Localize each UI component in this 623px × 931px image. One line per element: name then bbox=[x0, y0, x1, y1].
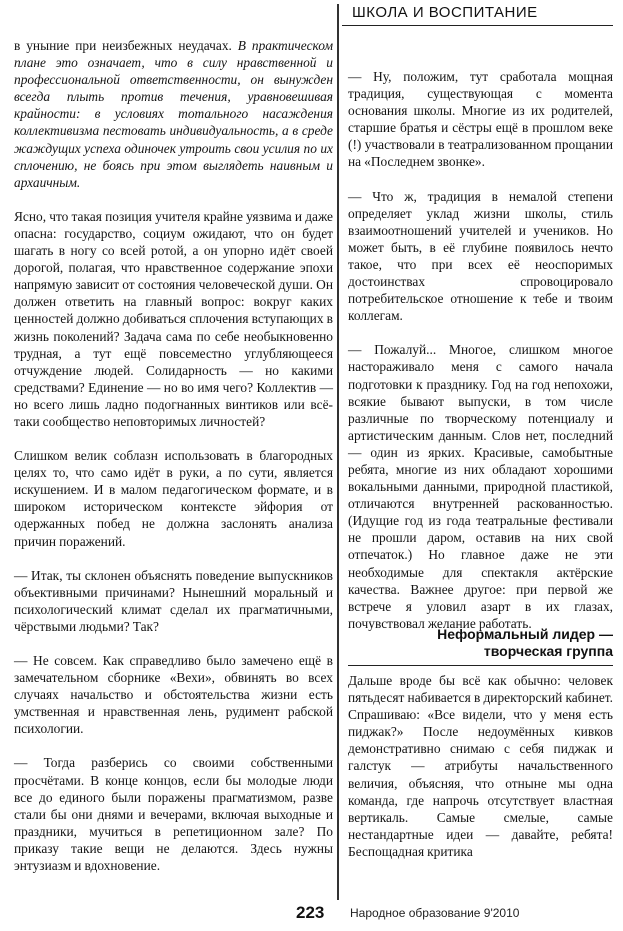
paragraph: — Тогда разберись со своими собственными просчётами. В конце концов, если бы молодые люди все до единого были поражены прагматизмом, разве стали бы они днями и вечерами, включая выходные и праздники, мучиться в репетиционном зале? По приказу такие вещи не делаются. Здесь нужны энтузиазм и вдохновение. bbox=[14, 755, 333, 874]
section-heading-line: творческая группа bbox=[483, 643, 613, 659]
section-rule bbox=[348, 665, 613, 666]
magazine-title: Народное образование 9'2010 bbox=[350, 906, 520, 920]
column-divider bbox=[337, 4, 339, 900]
section-title: ШКОЛА И ВОСПИТАНИЕ bbox=[352, 4, 538, 21]
page-number: 223 bbox=[296, 903, 325, 922]
section-heading bbox=[348, 626, 613, 660]
paragraph: Дальше вроде бы всё как обычно: человек пятьдесят набивается в директорский кабинет. Спрашиваю: «Все видели, что у меня есть пиджак?» После недоумённых кивков демонстративно снимаю с себя пиджак и галстук — атрибуты начальственного величия, объясняя, что отныне мы одна команда, где напрочь отсутствует властная вертикаль. Самые смелые, самые нестандартные идеи — давайте, ребята! Беспощадная критика bbox=[348, 673, 613, 859]
left-column bbox=[14, 37, 333, 874]
paragraph: Ясно, что такая позиция учителя крайне уязвима и даже опасна: государство, социум ожидают, что он будет шагать в ногу со всей ротой, а он упорно идёт своей дорогой, полагая, что нравственное содержание эпохи напрямую зависит от состояния человеческой души. Он должен ответить на главный вопрос: вокруг каких ценностей должно добиваться сплочения вступающих в жизнь поколений? Задача сама по себе необыкновенно трудная, а тут ещё повсеместно углубляющееся отчуждение людей. Солидарность — но какими средствами? Единение — но во имя чего? Коллектив — но всего лишь ладно подогнанных винтиков или всё-таки сообщество неповторимых личностей? bbox=[14, 208, 333, 429]
paragraph: — Итак, ты склонен объяснять поведение выпускников объективными причинами? Нынешний моральный и психологический климат сделал их прагматичными, чёрствыми людьми? Так? bbox=[14, 567, 333, 634]
paragraph: — Ну, положим, тут сработала мощная традиция, существующая с момента основания школы. Многие из их родителей, старшие братья и сёстры ещё в прошлом веке (!) участвовали в театрализованном прощании на «Последнем звонке». bbox=[348, 69, 613, 170]
paragraph: Слишком велик соблазн использовать в благородных целях то, что само идёт в руки, а по сути, является искушением. И в малом педагогическом формате, и в широком историческом контексте эйфория от одержанных побед не должна заслонять анализа причин поражений. bbox=[14, 448, 333, 549]
paragraph bbox=[14, 37, 333, 191]
paragraph: — Пожалуй... Многое, слишком многое настораживало меня с самого начала подготовки к празднику. Год на год непохожи, всякие бывают выпуски, в том числе различные по творческому потенциалу и артистическим данным. Слов нет, последний — один из ярких. Красивые, самобытные ребята, многие из них обладают хорошими вокальными данными, природной пластикой, отличаются внутренней раскованностью. (Идущие год из года театральные фестивали не прошли даром, оставив на них свой отпечаток.) Но главное даже не эти необходимые для спектакля актёрские качества. Важнее другое: при первой же встрече я уловил азарт в их глазах, почувствовал желание работать. bbox=[348, 342, 613, 631]
header-rule bbox=[342, 25, 613, 26]
paragraph: — Не совсем. Как справедливо было замечено ещё в замечательном сборнике «Вехи», обвинять во всех случаях начальство и обстоятельства жизни есть умственная и нравственная лень, рудимент рабской психологии. bbox=[14, 653, 333, 737]
section-heading-line: Неформальный лидер — bbox=[437, 626, 613, 642]
right-column-continued bbox=[348, 672, 613, 860]
right-column bbox=[348, 68, 613, 632]
paragraph-italic-text: В практическом плане это означает, что в силу нравственной и профессиональной ответственности, он вынужден всегда плыть против течения, уравновешивая крайности: в условиях тотального насаждения коллективизма пестовать индивидуальность, а в среде жаждущих успеха одиночек утроить свои усилия по их сплочению, не боясь при этом выглядеть наивным и архаичным. bbox=[14, 38, 333, 190]
paragraph: — Что ж, традиция в немалой степени определяет уклад жизни школы, стиль взаимоотношений учителей и учеников. Но может быть, в её глубине появилось нечто такое, что при всех её неоспоримых достоинствах спровоцировало потребительское отношение к тебе и твоим коллегам. bbox=[348, 188, 613, 324]
paragraph-normal-text: в уныние при неизбежных неудачах. bbox=[14, 38, 238, 53]
